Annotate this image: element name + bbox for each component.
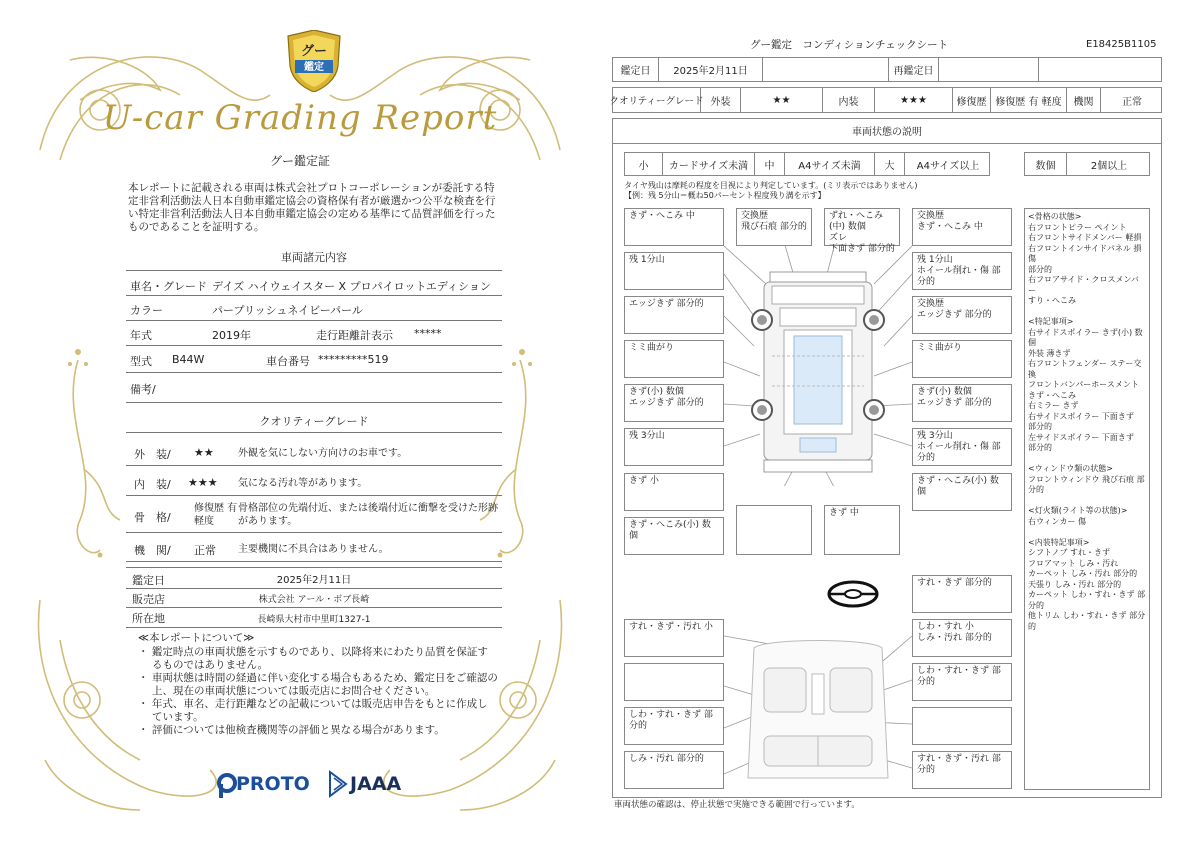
spec-name-value: デイズ ハイウェイスター X プロパイロットエディション (212, 280, 491, 293)
document-id: E18425B1105 (1086, 39, 1157, 50)
grade-row-frame (126, 499, 502, 533)
condition-note-line: 天張り しみ・汚れ 部分的 (1028, 579, 1122, 589)
date-value: 2025年2月11日 (659, 58, 763, 81)
size-large-label: 大 (875, 153, 905, 175)
condition-note-line: 他トリム しわ・すれ・きず 部分的 (1028, 611, 1146, 631)
grade-interior-desc: 気になる汚れ等があります。 (238, 478, 368, 489)
grade-engine-desc: 主要機関に不具合はありません。 (238, 544, 389, 555)
label-left-3: ミミ曲がり (624, 340, 724, 378)
spec-model-value: B44W (172, 353, 205, 366)
badge-top-text: グー (300, 44, 328, 59)
spec-row-name (126, 270, 502, 296)
reinspection-value (939, 58, 1039, 81)
condition-note-line: 左サイドスポイラー 下面きず (1028, 432, 1134, 442)
label-front-left-bumper: 交換歴 飛び石痕 部分的 (736, 208, 812, 246)
footer-logos (216, 768, 416, 802)
vehicle-exterior-diagram (724, 246, 912, 486)
report-script-title: U-car Grading Report (102, 98, 498, 138)
condition-check-sheet-page (600, 0, 1200, 848)
condition-notes-box (1024, 208, 1150, 790)
size-small-label: 小 (625, 153, 663, 175)
grade-row-exterior (126, 440, 502, 466)
note-item: ・ 年式、車名、走行距離などの記載については販売店申告をもとに作成しています。 (138, 698, 488, 723)
grade-row-engine (126, 536, 502, 562)
reinspection-blank (1039, 58, 1163, 81)
label-left-7: きず・へこみ(小) 数個 (624, 517, 724, 555)
certificate-statement: 本レポートに記載される車両は株式会社プロトコーポレーションが委託する特定非営利活動法人日本自動車鑑定協会の資格保有者が厳選かつ公平な検査を行い特定非営利活動法人日本自動車鑑定協会の定める基準にて品質評価を行ったものであることを証明する。 (128, 182, 496, 233)
spec-year-value: 2019年 (212, 329, 251, 342)
label-right-5: 残 3分山 ホイール削れ・傷 部分的 (912, 428, 1012, 466)
interior-left-1: すれ・きず・汚れ 小 (624, 619, 724, 657)
condition-note-line: フロアマット しみ・汚れ (1028, 558, 1119, 568)
interior-left-4: しみ・汚れ 部分的 (624, 751, 724, 789)
quality-grade-label: クオリティーグレード (613, 88, 701, 112)
label-front-right-corner: 交換歴 きず・へこみ 中 (912, 208, 1012, 246)
spec-chassis-value: *********519 (318, 353, 389, 366)
badge-bottom-text: 鑑定 (304, 62, 324, 73)
grade-frame-desc: 骨格部位の先端付近、または後端付近に衝撃を受けた形跡があります。 (238, 503, 498, 527)
condition-note-line: 外装 薄きず (1028, 348, 1071, 358)
size-legend (624, 152, 990, 176)
date-row (612, 57, 1162, 82)
info-row-address (126, 608, 502, 628)
condition-note-line: 右サイドスポイラー 下面きず (1028, 411, 1134, 421)
spec-color-value: パープリッシュネイビーパール (212, 304, 363, 317)
date-blank (763, 58, 889, 81)
spec-mileage-value: ***** (414, 327, 442, 340)
interior-label: 内装 (823, 88, 875, 112)
info-shop-value: 株式会社 アール・ボブ長崎 (258, 595, 370, 605)
spec-color-label: カラー (130, 304, 163, 317)
proto-logo-icon (216, 772, 238, 798)
grade-interior-label: 内 装/ (134, 478, 171, 491)
size-mid-desc: A4サイズ未満 (785, 153, 875, 175)
condition-note-line (1028, 527, 1146, 538)
exterior-label: 外装 (701, 88, 741, 112)
sheet-title: グー鑑定 コンディションチェックシート (750, 39, 949, 51)
spec-row-color (126, 296, 502, 321)
condition-note-line: 右ミラー きず (1028, 401, 1079, 410)
spec-row-remarks (126, 373, 502, 403)
size-mid-label: 中 (755, 153, 785, 175)
grade-frame-label: 骨 格/ (134, 511, 171, 524)
condition-note-line: 右フロントピラー ペイント (1028, 222, 1127, 232)
condition-notes-list (1028, 212, 1146, 632)
label-rear-right: きず 中 (824, 505, 900, 555)
count-legend (1024, 152, 1150, 176)
count-desc: 2個以上 (1090, 160, 1128, 172)
grade-frame-value: 修復歴 有 軽度 (194, 503, 238, 527)
certificate-title: グー鑑定証 (269, 154, 330, 168)
reinspection-label: 再鑑定日 (889, 58, 939, 81)
vehicle-interior-diagram (724, 628, 912, 788)
condition-note-line: 右フロアサイド・クロスメンバー (1028, 275, 1139, 295)
spec-model-label: 型式 (130, 355, 152, 368)
spec-row-year (126, 321, 502, 346)
note-item: ・ 評価については他検査機関等の評価と異なる場合があります。 (138, 724, 445, 736)
condition-note-line: カーペット しわ・すれ・きず 部分的 (1028, 590, 1146, 610)
label-rear-left (736, 505, 812, 555)
engine-label: 機関 (1067, 88, 1101, 112)
spec-mileage-label: 走行距離計表示 (316, 329, 393, 342)
spec-chassis-label: 車台番号 (266, 355, 310, 368)
info-row-date (126, 567, 502, 589)
quality-grade-title: クオリティーグレード (259, 415, 369, 428)
condition-note-line: 右ウィンカー 傷 (1028, 516, 1087, 526)
grade-engine-value: 正常 (194, 544, 216, 557)
label-right-2: 交換歴 エッジきず 部分的 (912, 296, 1012, 334)
count-label: 数個 (1025, 153, 1067, 175)
condition-note-line: 部分的 (1028, 264, 1052, 274)
note-item: ・ 鑑定時点の車両状態を示すものであり、以降将来にわたり品質を保証するものではありません。 (138, 646, 488, 671)
condition-note-line: きず・へこみ (1028, 390, 1076, 400)
exterior-stars: ★★ (741, 88, 823, 112)
condition-note-line: すり・へこみ (1028, 296, 1076, 305)
label-right-4: きず(小) 数個 エッジきず 部分的 (912, 384, 1012, 422)
interior-right-5: すれ・きず・汚れ 部分的 (912, 751, 1012, 789)
size-small-desc: カードサイズ未満 (663, 153, 755, 175)
condition-note-line: <骨格の状態> (1028, 212, 1082, 221)
condition-note-line (1028, 496, 1146, 507)
info-date-label: 鑑定日 (132, 574, 165, 587)
vehicle-condition-title: 車両状態の説明 (612, 118, 1162, 144)
condition-note-line: 右フロントサイドメンバー 軽損 (1028, 233, 1142, 242)
condition-note-line: 右サイドスポイラー きず(小) 数個 (1028, 327, 1143, 347)
condition-note-line: <ウィンドウ類の状態> (1028, 464, 1113, 473)
condition-note-line: <灯火類(ライト等の状態)> (1028, 506, 1128, 515)
steering-wheel-icon (826, 578, 880, 610)
interior-left-2 (624, 663, 724, 701)
condition-note-line (1028, 454, 1146, 465)
interior-right-4 (912, 707, 1012, 745)
label-left-6: きず 小 (624, 473, 724, 511)
label-left-2: エッジきず 部分的 (624, 296, 724, 334)
label-right-1: 残 1分山 ホイール削れ・傷 部分的 (912, 252, 1012, 290)
condition-note-line (1028, 307, 1146, 318)
condition-note-line: 部分的 (1028, 443, 1052, 452)
quality-divider (126, 432, 502, 433)
condition-note-line: シフトノブ すれ・きず (1028, 548, 1111, 557)
note-item: ・ 車両状態は時間の経過に伴い変化する場合もあるため、鑑定日をご確認の上、現在の車両状態については販売店にお問合せください。 (138, 672, 498, 697)
info-address-label: 所在地 (132, 612, 165, 625)
grade-row-interior (126, 470, 502, 496)
label-right-3: ミミ曲がり (912, 340, 1012, 378)
label-left-5: 残 3分山 (624, 428, 724, 466)
size-large-desc: A4サイズ以上 (916, 160, 980, 172)
label-front-left-corner: きず・へこみ 中 (624, 208, 724, 246)
interior-right-3: しわ・すれ・きず 部分的 (912, 663, 1012, 701)
spec-year-label: 年式 (130, 329, 152, 342)
engine-value: 正常 (1122, 96, 1142, 108)
condition-note-line: 右フロントフェンダー ステー交換 (1028, 359, 1142, 379)
grade-exterior-desc: 外観を気にしない方向けのお車です。 (238, 448, 408, 459)
jaaa-logo-icon (328, 770, 348, 798)
report-notes (138, 632, 498, 737)
jaaa-logo-text: JAAA (350, 773, 402, 795)
info-shop-label: 販売店 (132, 593, 165, 606)
grade-exterior-stars: ★★ (194, 446, 214, 459)
grade-interior-stars: ★★★ (188, 476, 218, 489)
condition-note-line: 右フロントインサイドパネル 損傷 (1028, 243, 1142, 263)
condition-note-line: フロントバンパーホースメント (1028, 380, 1139, 389)
tire-example: 【例：残 5分山＝概ね50パーセント程度残り溝を示す】 (624, 191, 826, 200)
proto-logo-text: PROTO (236, 773, 310, 795)
interior-stars: ★★★ (875, 88, 953, 112)
condition-note-line: <特記事項> (1028, 317, 1074, 326)
grade-engine-label: 機 関/ (134, 544, 171, 557)
interior-right-2: しわ・すれ 小 しみ・汚れ 部分的 (912, 619, 1012, 657)
repair-history-label: 修復歴 (953, 88, 991, 112)
spec-row-model (126, 346, 502, 373)
condition-note-line: フロントウィンドウ 飛び石痕 部分的 (1028, 474, 1145, 494)
grade-exterior-label: 外 装/ (134, 448, 171, 461)
notes-title: ≪本レポートについて≫ (138, 632, 255, 644)
tire-note: タイヤ残山は摩耗の程度を目視により判定しています。(ミリ表示ではありません) (624, 181, 918, 190)
date-label: 鑑定日 (613, 58, 659, 81)
label-front-right-bumper: ずれ・へこみ(中) 数個 ズレ 下面きず 部分的 (824, 208, 900, 246)
info-row-shop (126, 589, 502, 608)
condition-note-line: カーペット しみ・汚れ 部分的 (1028, 569, 1138, 578)
footer-note: 車両状態の確認は、停止状態で実施できる範囲で行っています。 (614, 800, 860, 810)
repair-history-value: 修復歴 有 軽度 (991, 88, 1067, 112)
interior-left-3: しわ・すれ・きず 部分的 (624, 707, 724, 745)
info-address-value: 長崎県大村市中里町1327-1 (257, 615, 371, 625)
spec-name-label: 車名・グレード (130, 280, 207, 293)
info-date-value: 2025年2月11日 (276, 575, 352, 586)
label-left-1: 残 1分山 (624, 252, 724, 290)
spec-section-title: 車両諸元内容 (281, 251, 347, 264)
label-left-4: きず(小) 数個 エッジきず 部分的 (624, 384, 724, 422)
spec-remarks-label: 備考/ (130, 383, 156, 396)
condition-note-line: <内装特記事項> (1028, 537, 1090, 547)
interior-right-1: すれ・きず 部分的 (912, 575, 1012, 613)
label-right-6: きず・へこみ(小) 数個 (912, 473, 1012, 511)
quality-row (609, 87, 1162, 113)
goo-appraisal-badge (284, 30, 344, 92)
condition-note-line: 部分的 (1028, 422, 1052, 431)
